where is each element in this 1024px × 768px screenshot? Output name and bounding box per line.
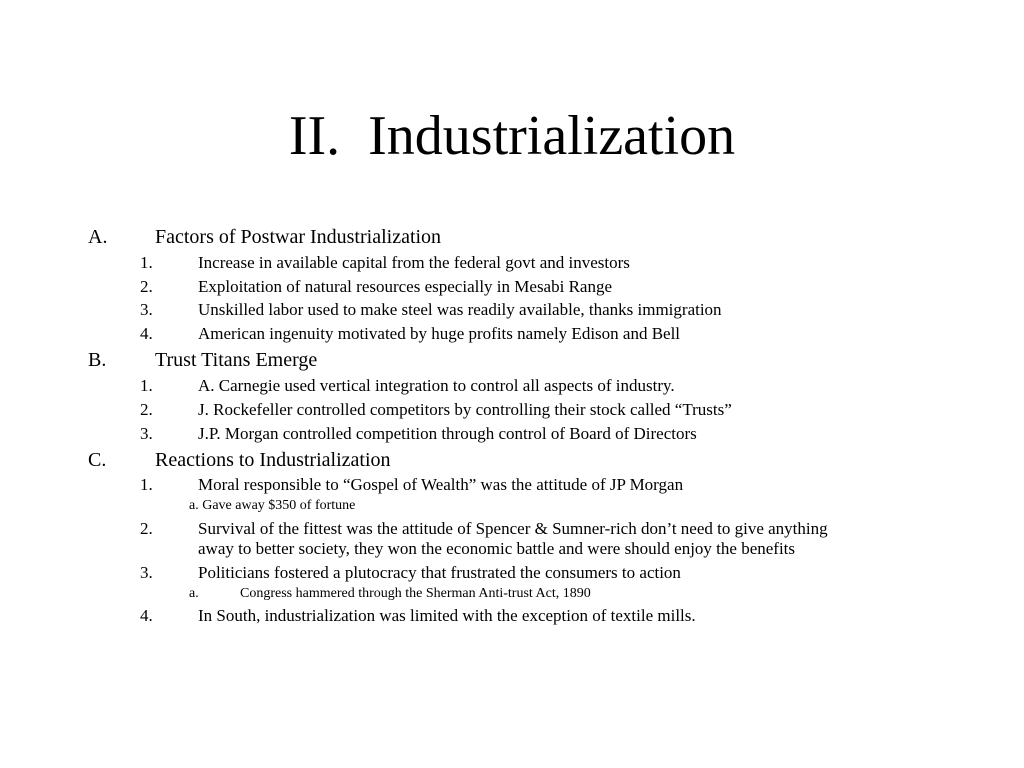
item-text: Exploitation of natural resources especially in Mesabi Range	[198, 277, 613, 296]
item-number: 3.	[140, 424, 153, 443]
section-heading: Reactions to Industrialization	[155, 449, 391, 471]
item-number: 1.	[140, 475, 153, 494]
item-text: J.P. Morgan controlled competition through control of Board of Directors	[198, 424, 697, 443]
item-number: 4.	[140, 324, 153, 343]
sub-item-text: Congress hammered through the Sherman Anti-trust Act, 1890	[240, 586, 591, 601]
item-number: 2.	[140, 400, 153, 419]
item-number: 2.	[140, 519, 153, 538]
item-number: 1.	[140, 376, 153, 395]
item-text: J. Rockefeller controlled competitors by controlling their stock called “Trusts”	[198, 400, 732, 419]
item-text-continued: away to better society, they won the economic battle and were should enjoy the benefits	[198, 539, 796, 558]
item-text: Survival of the fittest was the attitude of Spencer & Sumner-rich don’t need to give anything	[198, 519, 828, 538]
item-number: 4.	[140, 606, 153, 625]
item-text: Increase in available capital from the federal govt and investors	[198, 253, 630, 272]
item-number: 2.	[140, 277, 153, 296]
item-text: Moral responsible to “Gospel of Wealth” was the attitude of JP Morgan	[198, 475, 684, 494]
section-heading: Factors of Postwar Industrialization	[155, 226, 442, 248]
item-text: American ingenuity motivated by huge profits namely Edison and Bell	[198, 324, 681, 343]
sub-item-marker: a.	[189, 586, 199, 601]
item-text: Unskilled labor used to make steel was readily available, thanks immigration	[198, 300, 722, 319]
item-number: 1.	[140, 253, 153, 272]
item-number: 3.	[140, 300, 153, 319]
section-heading: Trust Titans Emerge	[155, 349, 318, 371]
section-marker: A.	[88, 226, 108, 248]
section-marker: C.	[88, 449, 107, 471]
item-number: 3.	[140, 563, 153, 582]
section-marker: B.	[88, 349, 107, 371]
item-text: In South, industrialization was limited with the exception of textile mills.	[198, 606, 696, 625]
item-text: Politicians fostered a plutocracy that frustrated the consumers to action	[198, 563, 681, 582]
item-text: A. Carnegie used vertical integration to control all aspects of industry.	[198, 376, 675, 395]
sub-item-text: a. Gave away $350 of fortune	[189, 498, 356, 513]
slide-title: II. Industrialization	[288, 105, 736, 167]
